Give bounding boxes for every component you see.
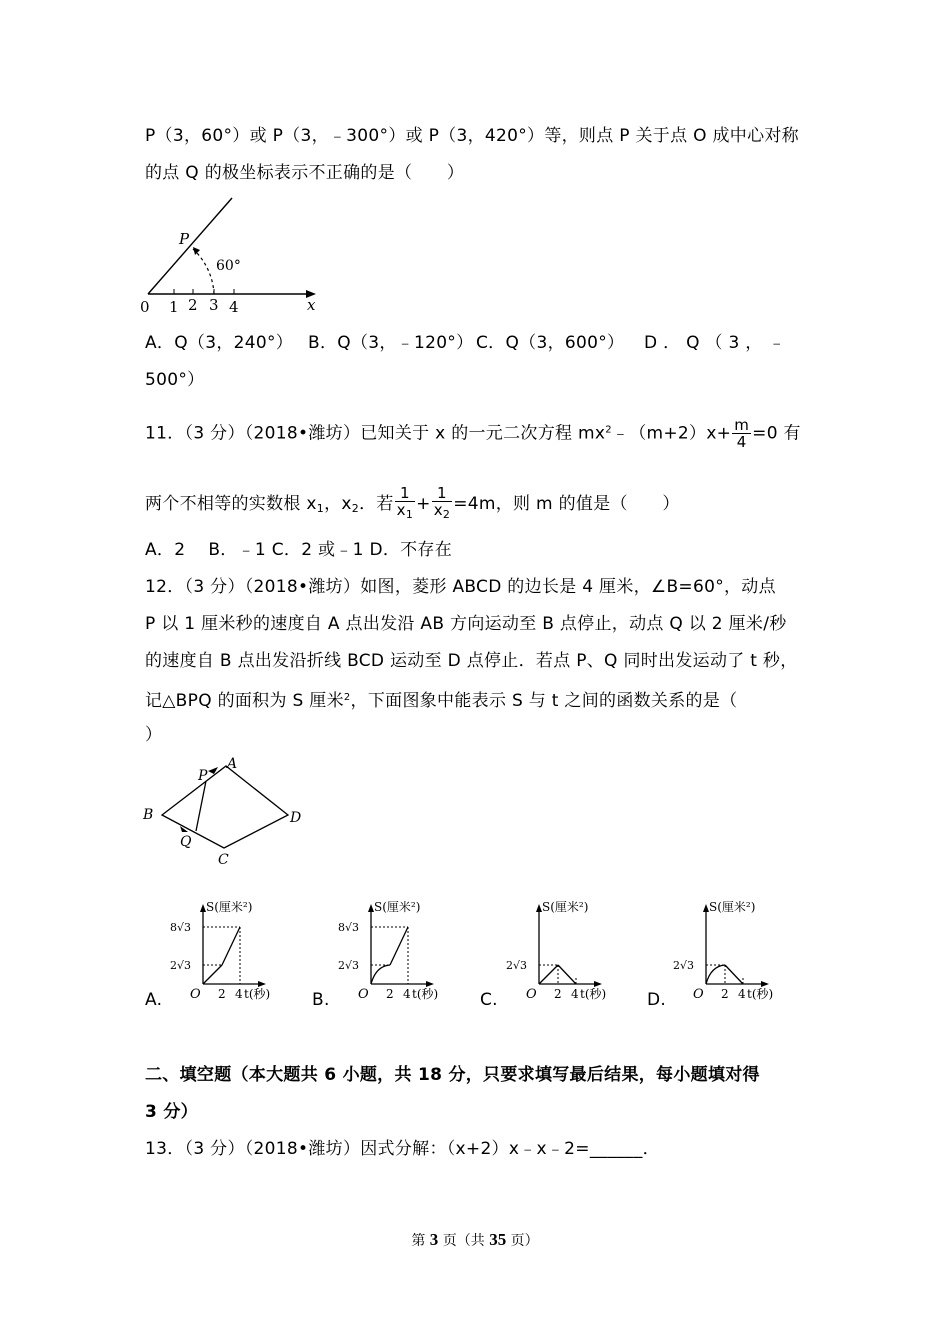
plus-sign: + (416, 494, 431, 514)
q11-line1-post: =0 有 (752, 423, 801, 444)
tick-label-2: 2 (188, 296, 198, 314)
graph-a-xlabel: t(秒) (244, 987, 271, 1001)
graph-c-origin: O (526, 987, 537, 1002)
fraction-den-sub: 2 (442, 508, 451, 521)
graph-d-xlabel: t(秒) (747, 987, 774, 1001)
graph-a-xtick-2: 2 (218, 987, 226, 1001)
footer-mid: 页（共 (438, 1233, 490, 1249)
angle-60-label: 60° (216, 258, 241, 274)
graph-d-ylabel: S(厘米²) (709, 900, 756, 914)
x-axis-label: x (307, 296, 316, 314)
fraction-num: 1 (395, 485, 416, 502)
fraction-den (395, 502, 416, 523)
q11-text-line2 (145, 485, 680, 523)
q12-line4-pre: 记△BPQ 的面积为 S 厘米 (145, 691, 344, 711)
graph-a-xtick-4: 4 (235, 987, 243, 1001)
polar-angle-figure (140, 192, 330, 316)
q12-option-d-label[interactable]: D. (647, 990, 667, 1010)
vertex-c-label: C (218, 852, 229, 868)
q12-text-line1: 12．（3 分）（2018•潍坊）如图，菱形 ABCD 的边长是 4 厘米，∠B=60°，动点 (145, 577, 776, 597)
vertex-a-label: A (227, 756, 238, 772)
q11-line2-mid: ，x (324, 494, 352, 514)
graph-b-xtick-4: 4 (403, 987, 411, 1001)
footer-total-pages: 35 (489, 1230, 507, 1249)
q12-option-a-label[interactable]: A. (145, 990, 163, 1010)
q12-text-line5: ） (145, 725, 163, 745)
footer-page-number: 3 (429, 1230, 439, 1249)
fraction-num: 1 (432, 485, 453, 502)
section2-heading-line1: 二、填空题（本大题共 6 小题，共 18 分，只要求填写最后结果，每小题填对得 (145, 1065, 760, 1085)
graph-d-xtick-4: 4 (738, 987, 746, 1001)
q10-text-line1: P（3，60°）或 P（3，﹣300°）或 P（3，420°）等，则点 P 关于点 O 成中心对称 (145, 126, 799, 146)
q10-option-a[interactable]: A．Q（3，240°） (145, 333, 294, 353)
footer-post: 页） (506, 1233, 539, 1249)
fraction-den-sub: 1 (405, 508, 414, 521)
graph-d-origin: O (693, 987, 704, 1002)
vertex-b-label: B (143, 807, 154, 823)
graph-b-yhigh: 8√3 (338, 921, 360, 934)
graph-b-xlabel: t(秒) (412, 987, 439, 1001)
page-footer (0, 1230, 950, 1250)
fraction-1-over-x1 (395, 485, 416, 523)
q12-line4-post: ，下面图象中能表示 S 与 t 之间的函数关系的是（ (350, 691, 738, 711)
point-q-label: Q (180, 834, 192, 850)
graph-c-ylow: 2√3 (506, 959, 528, 972)
graph-c-ylabel: S(厘米²) (542, 900, 589, 914)
graph-b-origin: O (358, 987, 369, 1002)
tick-label-4: 4 (229, 298, 239, 316)
q11-line2-pre: 两个不相等的实数根 x (145, 494, 317, 514)
graph-b[interactable] (336, 896, 464, 1008)
q12-text-line2: P 以 1 厘米秒的速度自 A 点出发沿 AB 方向运动至 B 点停止，动点 Q 以 2 厘米/秒 (145, 614, 787, 634)
q12-text-line3: 的速度自 B 点出发沿折线 BCD 运动至 D 点停止．若点 P、Q 同时出发运动了 t 秒， (145, 651, 798, 671)
graph-d-ylow: 2√3 (673, 959, 695, 972)
fraction-num: m (734, 416, 750, 434)
q13-text: 13．（3 分）（2018•潍坊）因式分解：（x+2）x﹣x﹣2=______． (145, 1139, 660, 1159)
point-p-label: P (198, 768, 208, 784)
q11-text-line1 (145, 417, 801, 450)
point-p-label: P (179, 230, 190, 248)
q10-option-d-cont: 500°） (145, 370, 205, 390)
rhombus-figure (138, 752, 318, 870)
q12-option-c-label[interactable]: C. (480, 990, 498, 1010)
tick-label-1: 1 (169, 298, 179, 316)
q12-sup: 2 (343, 692, 351, 703)
fraction-den: 4 (736, 433, 747, 451)
q11-line2-post: =4m，则 m 的值是（ ） (453, 494, 680, 514)
q11-sup: 2 (605, 424, 612, 436)
graph-b-xtick-2: 2 (386, 987, 394, 1001)
q11-line2-mid2: ．若 (359, 494, 394, 514)
q10-option-b[interactable]: B．Q（3，﹣120°） (308, 333, 474, 353)
sub-2: 2 (351, 502, 360, 515)
q12-option-b-label[interactable]: B. (312, 990, 330, 1010)
graph-a-ylow: 2√3 (170, 959, 192, 972)
footer-pre: 第 (411, 1233, 430, 1249)
graph-c-xtick-2: 2 (554, 987, 562, 1001)
q11-line1-mid: ﹣（m+2）x+ (611, 423, 732, 444)
graph-a[interactable] (168, 896, 296, 1008)
q10-text-line2: 的点 Q 的极坐标表示不正确的是（ ） (145, 163, 465, 183)
graph-c-xtick-4: 4 (571, 987, 579, 1001)
q11-options[interactable]: A．2 B．﹣1 C．2 或﹣1 D．不存在 (145, 540, 453, 560)
tick-label-3: 3 (209, 296, 219, 314)
q10-option-d[interactable]: D ． Q （ 3 ， ﹣ (644, 333, 786, 353)
origin-label: 0 (140, 298, 150, 316)
graph-d[interactable] (671, 896, 799, 1008)
graph-a-yhigh: 8√3 (170, 921, 192, 934)
sub-1: 1 (316, 502, 325, 515)
graph-a-ylabel: S(厘米²) (206, 900, 253, 914)
q11-line1-pre: 11．（3 分）（2018•潍坊）已知关于 x 的一元二次方程 mx (145, 423, 606, 444)
fraction-den (432, 502, 453, 523)
q12-text-line4 (145, 686, 737, 713)
graph-d-xtick-2: 2 (721, 987, 729, 1001)
fraction-den-var: x (433, 501, 443, 519)
graph-c-xlabel: t(秒) (580, 987, 607, 1001)
fraction-den-var: x (396, 501, 406, 519)
graph-a-origin: O (190, 987, 201, 1002)
section2-heading-line2: 3 分） (145, 1102, 198, 1122)
graph-b-ylow: 2√3 (338, 959, 360, 972)
graph-b-ylabel: S(厘米²) (374, 900, 421, 914)
q10-option-c[interactable]: C．Q（3，600°） (476, 333, 625, 353)
vertex-d-label: D (290, 810, 302, 826)
q10-options (145, 331, 786, 355)
fraction-m-over-4 (732, 417, 751, 450)
fraction-1-over-x2 (432, 485, 453, 523)
graph-c[interactable] (504, 896, 632, 1008)
